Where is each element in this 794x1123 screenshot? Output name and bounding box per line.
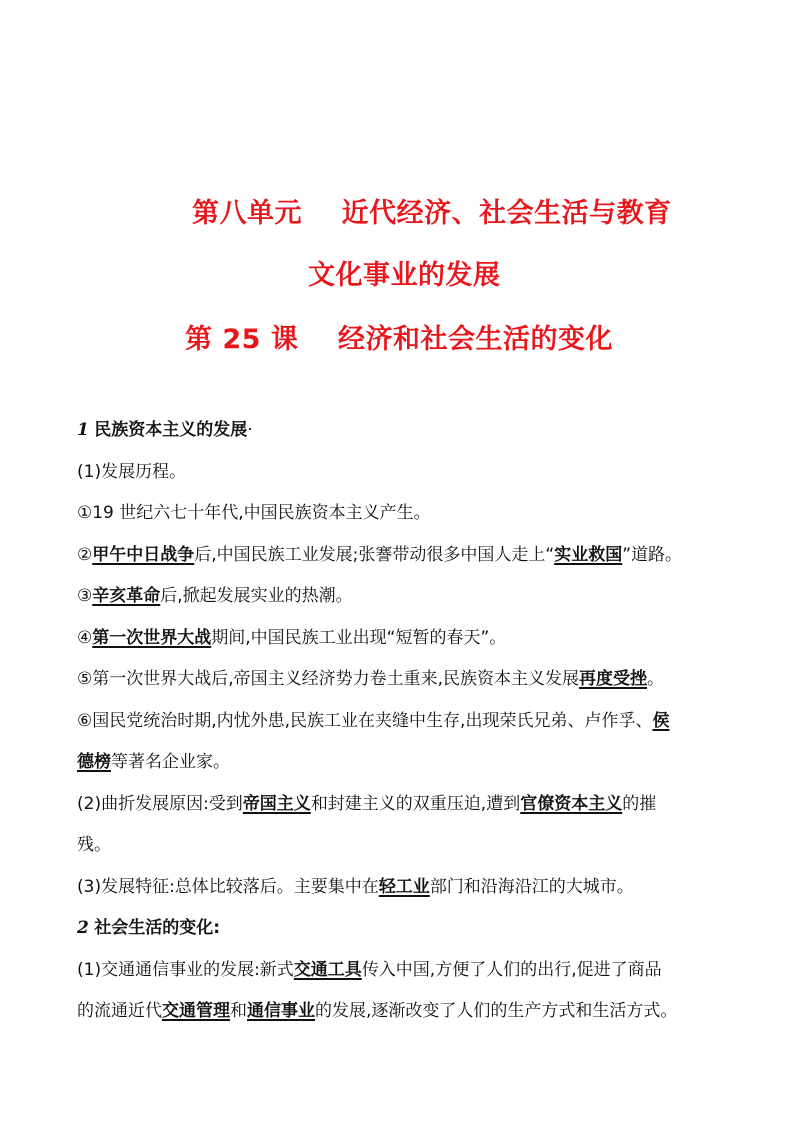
s2-item-1-l2-tail: 的发展,逐渐改变了人们的生产方式和生活方式。 [315, 1001, 678, 1021]
point-3-marker: ③ [77, 586, 93, 606]
point-3-text: 后,掀起发展实业的热潮。 [160, 586, 353, 606]
keyword-hou-debang-part2: 德榜 [77, 752, 111, 772]
keyword-sino-japanese-war: 甲午中日战争 [92, 545, 195, 565]
keyword-industry-saving: 实业救国 [554, 545, 623, 565]
unit-subtitle: 文化事业的发展 [308, 260, 501, 291]
s2-item-1-and: 和 [230, 1001, 247, 1021]
lesson-title: 第 25 课 经济和社会生活的变化 [185, 324, 613, 355]
s2-item-1-text: (1)交通通信事业的发展:新式 [77, 960, 294, 980]
keyword-setback: 再度受挫 [579, 669, 648, 689]
section-2-title: 社会生活的变化: [94, 918, 221, 938]
s2-item-1-line-1 [77, 958, 662, 982]
keyword-transport-management: 交通管理 [162, 1001, 230, 1021]
section-1-title: 民族资本主义的发展 [94, 420, 248, 440]
item-2-text: (2)曲折发展原因:受到 [77, 794, 243, 814]
point-5-tail: 。 [647, 669, 665, 689]
point-2-text: 后,中国民族工业发展;张謇带动很多中国人走上“ [194, 545, 555, 565]
point-6-text: ⑥国民党统治时期,内忧外患,民族工业在夹缝中生存,出现荣氏兄弟、卢作孚、 [77, 711, 653, 731]
section-2-number: 2 [77, 918, 89, 938]
s2-item-1-l2-text: 的流通近代 [77, 1001, 162, 1021]
item-2-tail: 的摧 [622, 794, 657, 814]
item-3-tail: 部门和沿海沿江的大城市。 [429, 877, 634, 897]
point-6-tail: 等著名企业家。 [111, 752, 230, 772]
item-2-mid: 和封建主义的双重压迫,遭到 [310, 794, 521, 814]
point-4 [77, 626, 506, 650]
section-2-heading [77, 916, 220, 940]
item-3 [77, 875, 634, 899]
point-2-tail: ”道路。 [622, 545, 683, 565]
s2-item-1-line-2 [77, 999, 677, 1023]
keyword-world-war-one: 第一次世界大战 [92, 628, 212, 648]
keyword-transport-tools: 交通工具 [293, 960, 362, 980]
item-2-line-1 [77, 792, 656, 816]
point-5-text: ⑤第一次世界大战后,帝国主义经济势力卷土重来,民族资本主义发展 [77, 669, 580, 689]
point-2-marker: ② [77, 545, 93, 565]
point-4-marker: ④ [77, 628, 93, 648]
unit-title: 第八单元 近代经济、社会生活与教育 [192, 198, 672, 229]
keyword-light-industry: 轻工业 [378, 877, 430, 897]
point-2 [77, 543, 682, 567]
section-1-mark: · [247, 420, 253, 440]
keyword-hou-debang-part1: 侯 [652, 711, 670, 731]
keyword-imperialism: 帝国主义 [242, 794, 311, 814]
point-4-text: 期间,中国民族工业出现“短暂的春天”。 [211, 628, 507, 648]
keyword-communication: 通信事业 [247, 1001, 315, 1021]
item-2-line-2: 残。 [77, 835, 111, 855]
point-3 [77, 584, 353, 608]
s2-item-1-mid: 传入中国,方便了人们的出行,促进了商品 [361, 960, 662, 980]
keyword-xinhai-revolution: 辛亥革命 [92, 586, 161, 606]
item-1-label: (1)发展历程。 [77, 462, 187, 482]
point-6-line-1 [77, 709, 669, 733]
section-1-heading [77, 418, 253, 442]
point-1: ①19 世纪六七十年代,中国民族资本主义产生。 [77, 503, 431, 523]
point-6-line-2 [77, 750, 230, 774]
point-5 [77, 667, 664, 691]
item-3-text: (3)发展特征:总体比较落后。主要集中在 [77, 877, 379, 897]
keyword-bureaucratic-capitalism: 官僚资本主义 [520, 794, 623, 814]
section-1-number: 1 [77, 420, 89, 440]
